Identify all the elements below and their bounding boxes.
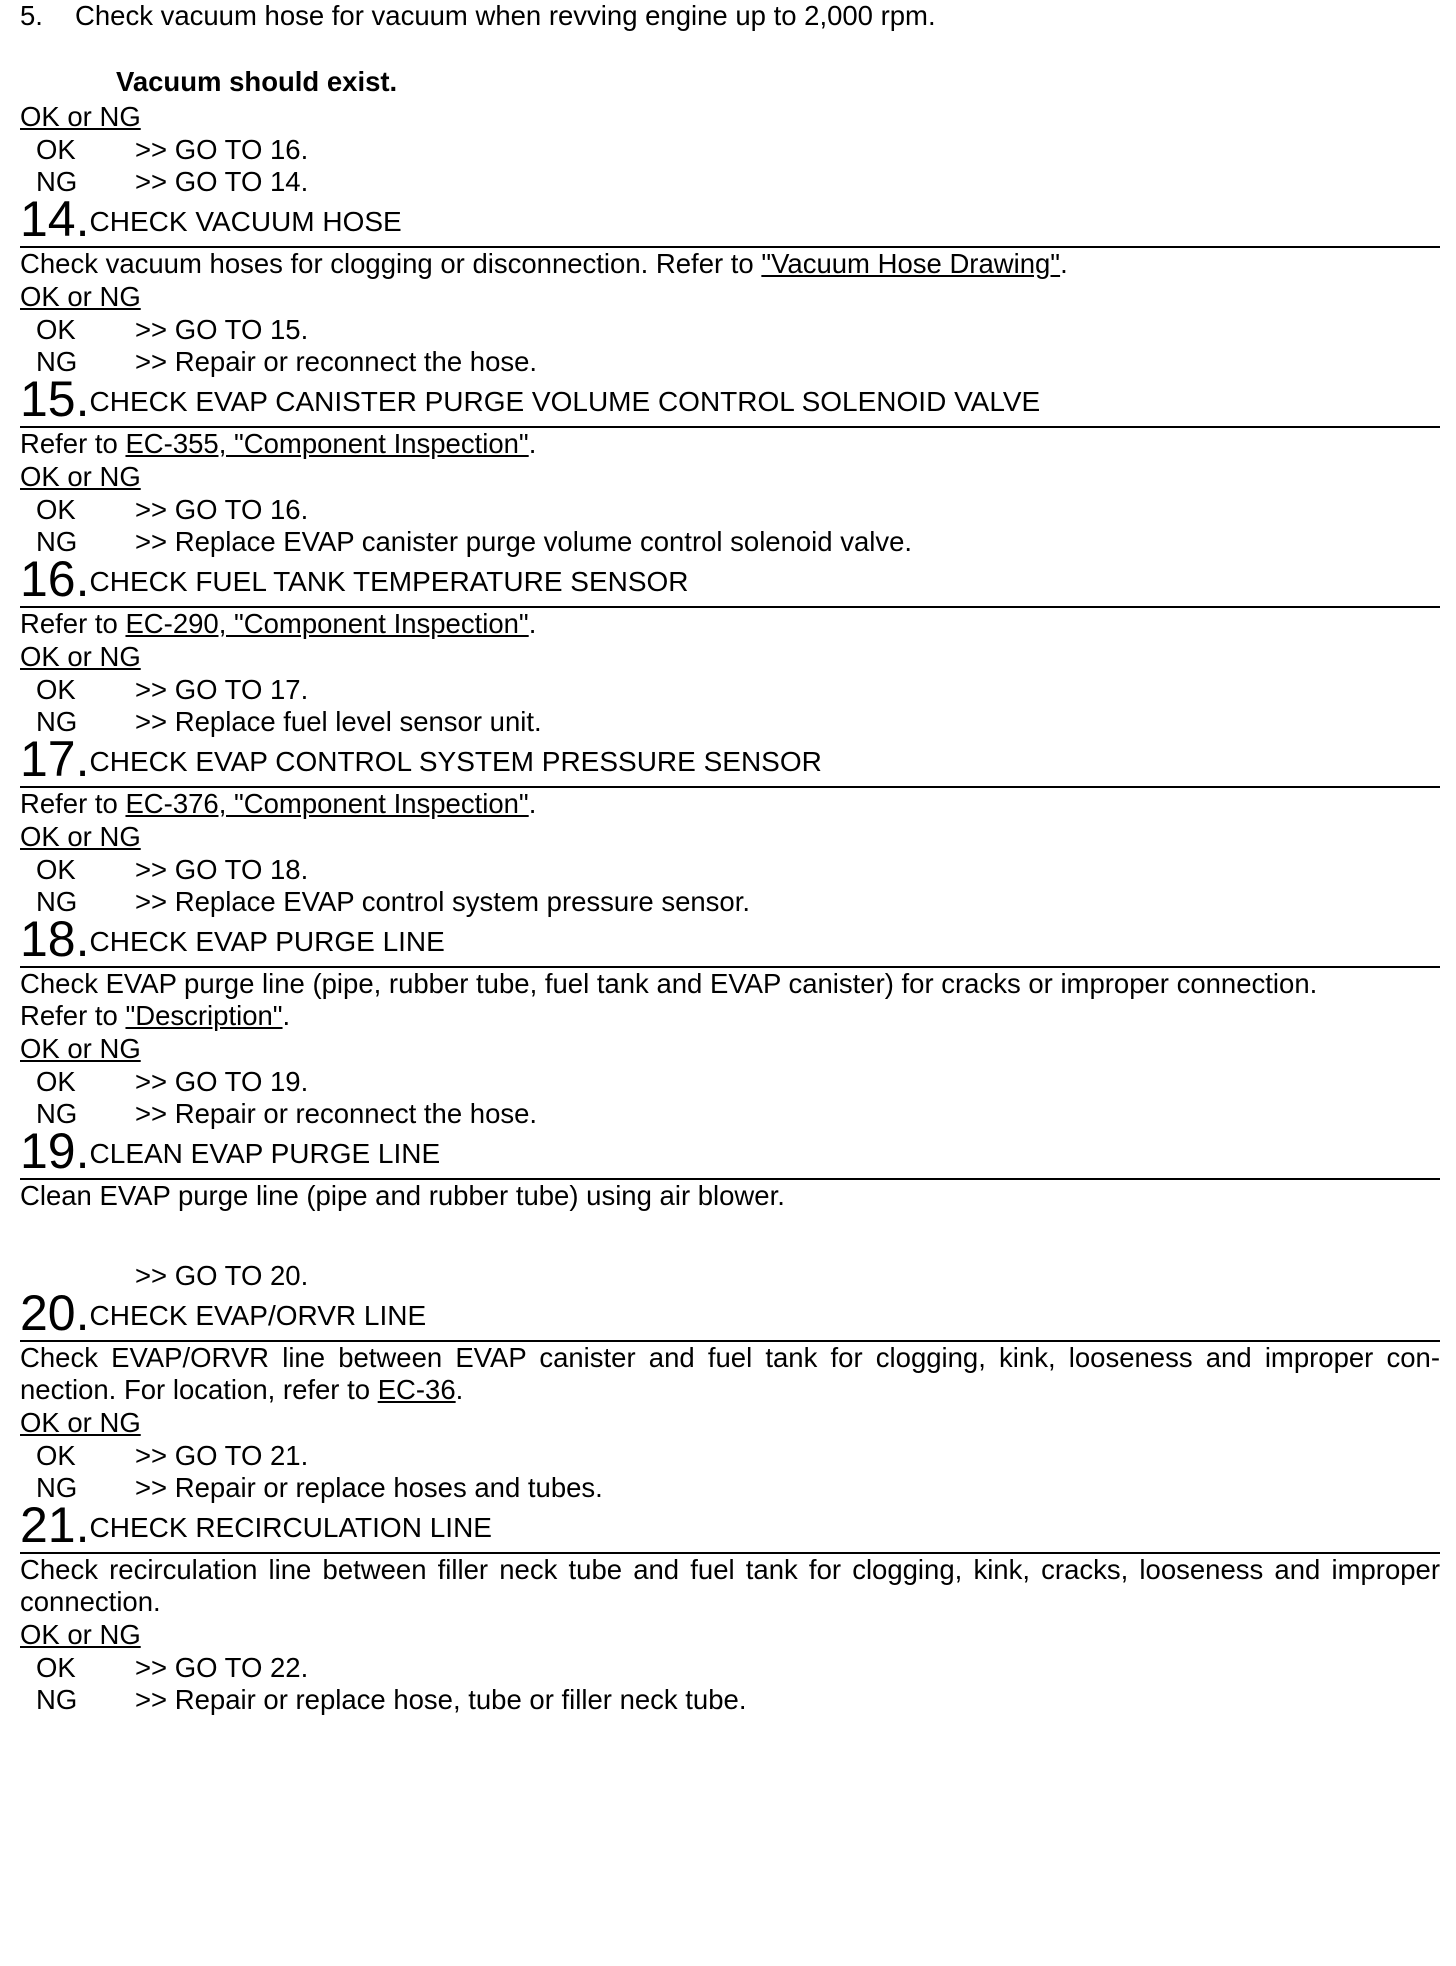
result-code: NG [36, 346, 78, 377]
result-text: >> Replace EVAP canister purge volume control solenoid valve. [135, 526, 913, 557]
result-ok [36, 134, 1456, 166]
result-list [36, 854, 1456, 918]
step-title: CLEAN EVAP PURGE LINE [89, 1138, 441, 1169]
result-ng [36, 166, 1456, 198]
ok-or-ng-label: OK or NG [20, 281, 141, 312]
ok-or-ng-label: OK or NG [20, 101, 141, 132]
ok-or-ng-label: OK or NG [20, 1033, 141, 1064]
result-code: NG [36, 1472, 78, 1503]
result-text: >> GO TO 18. [135, 854, 309, 885]
result-list [36, 1440, 1456, 1504]
ok-or-ng-label: OK or NG [20, 1407, 141, 1438]
result-ok [36, 314, 1456, 346]
step-number-dot: . [75, 1123, 90, 1179]
result-code: OK [36, 1066, 76, 1097]
result-text: >> GO TO 14. [135, 166, 309, 197]
step-instruction: Check recirculation line between filler neck tube and fuel tank for clogging, kink, cracks, looseness and improper connection. [20, 1554, 1440, 1617]
result-text: >> Repair or reconnect the hose. [135, 1098, 538, 1129]
result-text: >> GO TO 16. [135, 134, 309, 165]
result-code: OK [36, 854, 76, 885]
result-code: OK [36, 1440, 76, 1471]
step-instruction: Clean EVAP purge line (pipe and rubber tube) using air blower. [20, 1180, 785, 1211]
ok-or-ng-label: OK or NG [20, 641, 141, 672]
result-list [36, 674, 1456, 738]
result-text: >> GO TO 17. [135, 674, 309, 705]
result-text: >> Replace fuel level sensor unit. [135, 706, 542, 737]
step-number: 18 [20, 911, 76, 967]
result-text: >> Repair or reconnect the hose. [135, 346, 538, 377]
ok-or-ng-label: OK or NG [20, 821, 141, 852]
step-number-dot: . [75, 551, 90, 607]
result-code: NG [36, 526, 78, 557]
step-number-dot: . [75, 731, 90, 787]
step-number: 17 [20, 731, 76, 787]
step-number-dot: . [75, 1497, 90, 1553]
ec-36-link[interactable]: EC-36 [377, 1374, 456, 1405]
result-code: OK [36, 314, 76, 345]
result-ng [36, 886, 1456, 918]
step-title: CHECK EVAP CANISTER PURGE VOLUME CONTROL SOLENOID VALVE [89, 386, 1041, 417]
ec-355-link[interactable]: EC-355, "Component Inspection" [125, 428, 529, 459]
result-code: OK [36, 494, 76, 525]
step-number-dot: . [75, 191, 90, 247]
result-ok [36, 1440, 1456, 1472]
step-number: 14 [20, 191, 76, 247]
step-number-dot: . [75, 371, 90, 427]
step-title: CHECK FUEL TANK TEMPERATURE SENSOR [89, 566, 689, 597]
step-title: CHECK RECIRCULATION LINE [89, 1512, 492, 1543]
step-number-dot: . [75, 911, 90, 967]
result-code: NG [36, 706, 78, 737]
result-ok [36, 1652, 1456, 1684]
result-ng [36, 346, 1456, 378]
result-list [36, 134, 1456, 198]
step-heading [20, 911, 1456, 967]
step-instruction: Refer to EC-355, "Component Inspection". [20, 428, 537, 459]
vacuum-hose-drawing-link[interactable]: "Vacuum Hose Drawing" [761, 248, 1061, 279]
result-code: NG [36, 1684, 78, 1715]
step-instruction: Refer to EC-376, "Component Inspection". [20, 788, 537, 819]
result-text: >> Replace EVAP control system pressure sensor. [135, 886, 750, 917]
step-title: CHECK EVAP CONTROL SYSTEM PRESSURE SENSOR [89, 746, 822, 777]
step-heading [20, 731, 1456, 787]
description-link[interactable]: "Description" [125, 1000, 283, 1031]
step-heading [20, 551, 1456, 607]
result-goto: >> GO TO 20. [135, 1260, 309, 1291]
step-number: 19 [20, 1123, 76, 1179]
step-instruction: Check vacuum hoses for clogging or disconnection. Refer to "Vacuum Hose Drawing". [20, 248, 1068, 279]
result-ng [36, 526, 1456, 558]
ok-or-ng-label: OK or NG [20, 1619, 141, 1650]
result-code: OK [36, 1652, 76, 1683]
ok-or-ng-label: OK or NG [20, 461, 141, 492]
result-ng [36, 706, 1456, 738]
step-heading [20, 191, 1456, 247]
result-code: OK [36, 134, 76, 165]
intro-step-text: Check vacuum hose for vacuum when revving engine up to 2,000 rpm. [75, 0, 936, 31]
result-ok [36, 854, 1456, 886]
step-title: CHECK EVAP PURGE LINE [89, 926, 445, 957]
result-text: >> GO TO 15. [135, 314, 309, 345]
result-list [36, 1066, 1456, 1130]
step-instruction: Check EVAP/ORVR line between EVAP canister and fuel tank for clogging, kink, looseness and improper con-nection. For location, refer to EC-36. [20, 1342, 1440, 1405]
result-list [36, 314, 1456, 378]
result-text: >> GO TO 22. [135, 1652, 309, 1683]
result-ok [36, 494, 1456, 526]
result-list [36, 1652, 1456, 1716]
step-number: 20 [20, 1285, 76, 1341]
ec-290-link[interactable]: EC-290, "Component Inspection" [125, 608, 529, 639]
result-text: >> Repair or replace hoses and tubes. [135, 1472, 603, 1503]
intro-step-number: 5. [20, 0, 43, 31]
result-code: NG [36, 1098, 78, 1129]
vacuum-note: Vacuum should exist. [116, 66, 398, 97]
step-instruction: Check EVAP purge line (pipe, rubber tube, fuel tank and EVAP canister) for cracks or improper connection. [20, 968, 1318, 999]
ec-376-link[interactable]: EC-376, "Component Inspection" [125, 788, 529, 819]
step-heading [20, 1285, 1456, 1341]
result-ng [36, 1472, 1456, 1504]
step-title: CHECK VACUUM HOSE [89, 206, 402, 237]
result-code: OK [36, 674, 76, 705]
step-number: 15 [20, 371, 76, 427]
result-list [36, 494, 1456, 558]
result-text: >> GO TO 19. [135, 1066, 309, 1097]
result-code: NG [36, 166, 78, 197]
result-text: >> GO TO 16. [135, 494, 309, 525]
result-ng [36, 1098, 1456, 1130]
step-title: CHECK EVAP/ORVR LINE [89, 1300, 427, 1331]
step-heading [20, 1123, 1456, 1179]
step-heading [20, 371, 1456, 427]
step-number: 21 [20, 1497, 76, 1553]
intro-step [20, 0, 1456, 32]
result-code: NG [36, 886, 78, 917]
step-number-dot: . [75, 1285, 90, 1341]
result-text: >> Repair or replace hose, tube or filler neck tube. [135, 1684, 747, 1715]
step-instruction: Refer to EC-290, "Component Inspection". [20, 608, 537, 639]
step-instruction-ref: Refer to "Description". [20, 1000, 291, 1031]
step-heading [20, 1497, 1456, 1553]
result-ng [36, 1684, 1456, 1716]
result-ok [36, 674, 1456, 706]
result-ok [36, 1066, 1456, 1098]
spacer [20, 1212, 1456, 1260]
step-number: 16 [20, 551, 76, 607]
result-text: >> GO TO 21. [135, 1440, 309, 1471]
